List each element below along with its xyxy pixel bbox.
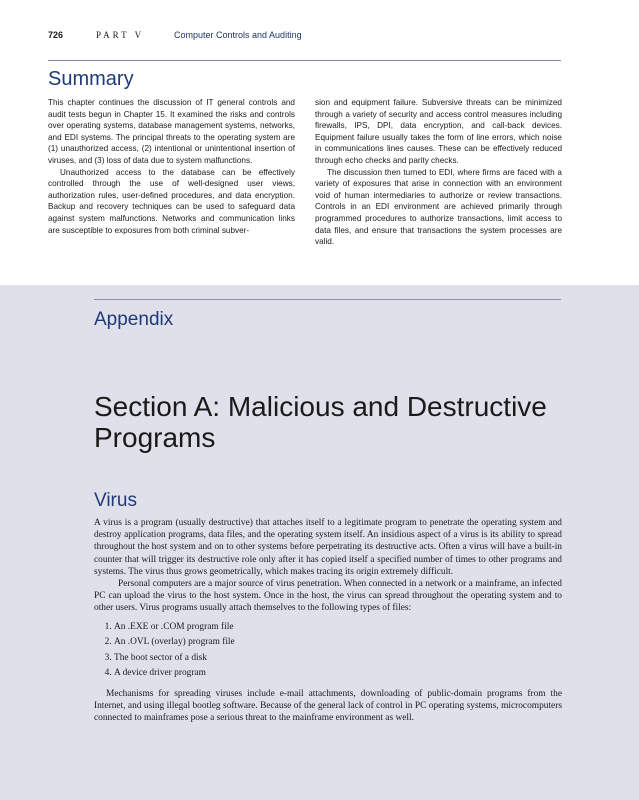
list-item: 1. An .EXE or .COM program file	[114, 620, 562, 636]
summary-paragraph: Unauthorized access to the database can be effectively controlled through the use of well-designed user views, authorization rules, user-defined procedures, and data encryption. Backup and recovery techniques can be used to safeguard data against system malfunctions. Networks and communication links are susceptible to exposures from both criminal subver-	[48, 167, 295, 235]
summary-columns	[48, 97, 562, 248]
section-a-title: Section A: Malicious and Destructive Programs	[94, 391, 547, 453]
header-divider	[48, 60, 561, 61]
list-item: 2. An .OVL (overlay) program file	[114, 635, 562, 651]
appendix-heading: Appendix	[94, 309, 174, 330]
running-header	[48, 30, 561, 44]
virus-paragraph: Mechanisms for spreading viruses include e-mail attachments, downloading of public-domain programs from the Internet, and using illegal bootleg software. Because of the general lack of control in PC operating systems, microcomputers connected to mainframes pose a serious threat to the mainframe environment as well.	[94, 688, 562, 724]
list-item: 3. The boot sector of a disk	[114, 651, 562, 667]
infected-file-types-list	[94, 620, 562, 682]
summary-paragraph: The discussion then turned to EDI, where firms are faced with a variety of exposures that arise in connection with an environment void of human intermediaries to authorize or review transactions. Controls in an EDI environment are achieved primarily through programmed procedures to authorize transactions, limit access to data files, and ensure that transactions the system processes are valid.	[315, 167, 562, 247]
summary-paragraph: This chapter continues the discussion of IT general controls and audit tests begun in Chapter 15. It examined the risks and controls over operating systems, database management systems, networks, and EDI systems. The principal threats to the operating system are (1) unauthorized access, (2) intentional or unintentional insertion of viruses, and (3) loss of data due to system malfunctions.	[48, 98, 295, 165]
page-number: 726	[48, 30, 64, 40]
appendix-divider	[94, 299, 561, 300]
part-label: PART V	[96, 30, 145, 40]
summary-column-left	[48, 97, 295, 248]
summary-heading: Summary	[48, 68, 134, 90]
virus-body	[94, 517, 562, 724]
part-title: Computer Controls and Auditing	[174, 30, 302, 40]
virus-paragraph: A virus is a program (usually destructive) that attaches itself to a legitimate program to penetrate the operating system and destroy application programs, data files, and the operating system itself. An insidious aspect of a virus is its ability to spread throughout the host system and on to other systems before perpetrating its destructive acts. Often a virus will have a built-in counter that will trigger its destructive role only after it has copied itself a specified number of times to other programs and systems. The virus thus grows geometrically, which makes tracing its origin extremely difficult.	[94, 518, 562, 577]
list-item: 4. A device driver program	[114, 666, 562, 682]
virus-paragraph: Personal computers are a major source of virus penetration. When connected in a network or a mainframe, an infected PC can upload the virus to the host system. Once in the host, the virus can spread throughout the operating system and to other users. Virus programs usually attach themselves to the following types of files:	[94, 579, 562, 614]
summary-column-right	[315, 97, 562, 248]
summary-paragraph: sion and equipment failure. Subversive threats can be minimized through a variety of security and access control measures including firewalls, IPS, DPI, data encryption, and call-back devices. Equipment failure usually takes the form of line errors, which noise in communications lines causes. These can be effectively reduced through echo checks and parity checks.	[315, 98, 562, 165]
virus-heading: Virus	[94, 490, 137, 511]
